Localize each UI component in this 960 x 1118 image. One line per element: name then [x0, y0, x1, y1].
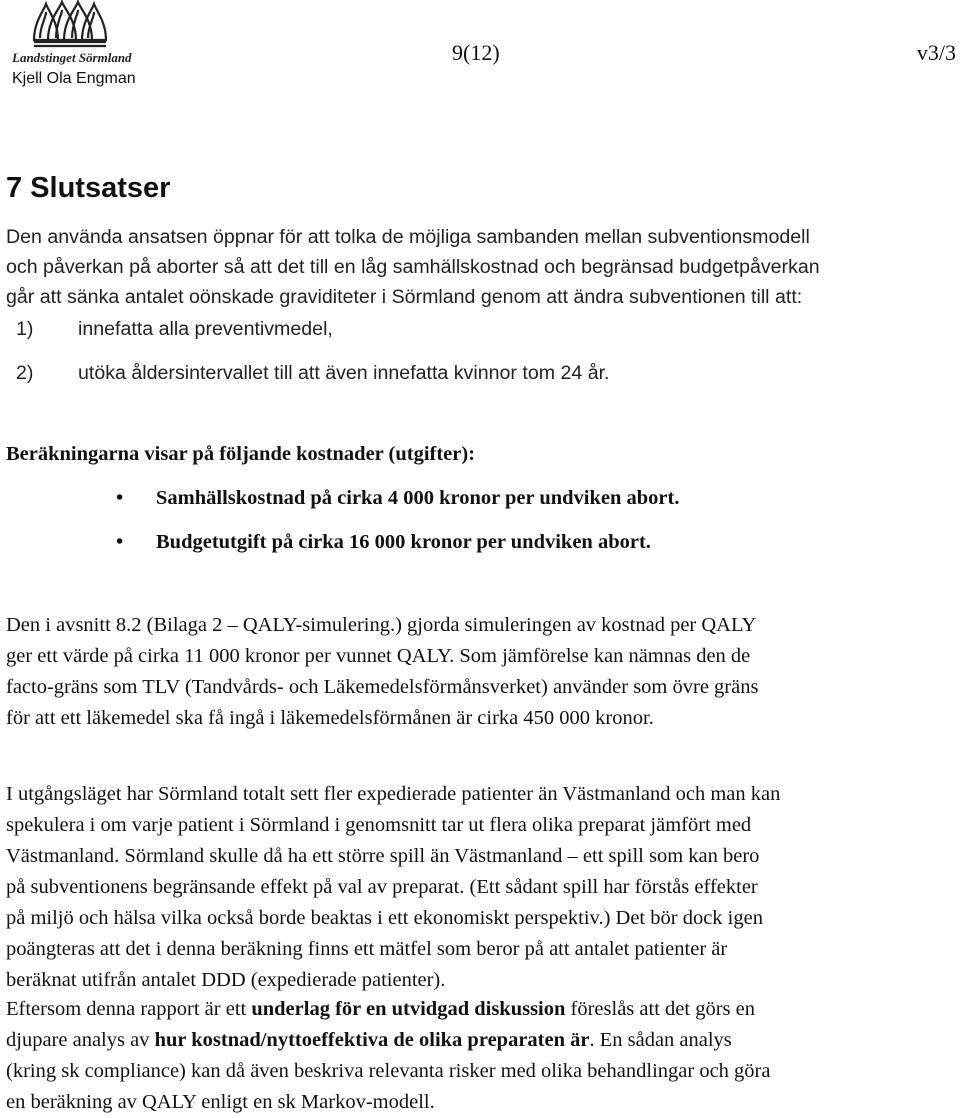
calculation-lead: Beräkningarna visar på följande kostnader (utgifter):: [6, 443, 476, 465]
item-number: 2): [16, 362, 34, 384]
text-line: Den i avsnitt 8.2 (Bilaga 2 – QALY-simulering.) gjorda simuleringen av kostnad per QALY: [6, 614, 757, 636]
page-number: 9(12): [452, 40, 500, 65]
recommendation-paragraph: [6, 994, 956, 1118]
section-heading: 7 Slutsatser: [6, 172, 171, 204]
text-line: Västmanland. Sörmland skulle då ha ett större spill än Västmanland – ett spill som kan bero: [6, 845, 760, 867]
text-run: djupare analys av: [6, 1029, 155, 1051]
bold-phrase: underlag för en utvidgad diskussion: [251, 998, 566, 1020]
text-line: [6, 1025, 956, 1056]
text-line: för att ett läkemedel ska få ingå i läkemedelsförmånen är cirka 450 000 kronor.: [6, 707, 654, 729]
crown-logo-icon: [30, 0, 110, 48]
text-line: på miljö och hälsa vilka också borde beaktas i ett ekonomiskt perspektiv.) Det bör dock igen: [6, 907, 763, 929]
text-line: Den använda ansatsen öppnar för att tolka de möjliga sambanden mellan subventionsmodell: [6, 226, 810, 248]
item-number: 1): [16, 318, 34, 340]
text-run: Eftersom denna rapport är ett: [6, 998, 252, 1020]
text-line: (kring sk compliance) kan då även beskriva relevanta risker med olika behandlingar och göra: [6, 1060, 771, 1082]
text-run: föreslås att det görs en: [565, 998, 755, 1020]
bullet-text: Budgetutgift på cirka 16 000 kronor per undviken abort.: [156, 531, 651, 553]
org-name: Landstinget Sörmland: [12, 50, 132, 65]
text-line: och påverkan på aborter så att det till en låg samhällskostnad och begränsad budgetpåverkan: [6, 256, 820, 278]
numbered-item: [16, 318, 333, 341]
landstinget-logo: [8, 0, 138, 92]
text-line: poängteras att det i denna beräkning finns ett mätfel som beror på att antalet patienter är: [6, 938, 728, 960]
qaly-paragraph: [6, 610, 956, 734]
text-line: ger ett värde på cirka 11 000 kronor per vunnet QALY. Som jämförelse kan nämnas den de: [6, 645, 751, 667]
bullet-icon: •: [116, 531, 124, 553]
numbered-item: [16, 362, 610, 385]
bullet-icon: •: [116, 487, 124, 509]
text-line: på subventionens begränsande effekt på val av preparat. (Ett sådant spill har förstås effekter: [6, 876, 758, 898]
bold-phrase: hur kostnad/nyttoeffektiva de olika preparaten är: [154, 1029, 590, 1051]
text-line: facto-gräns som TLV (Tandvårds- och Läkemedelsförmånsverket) använder som övre gräns: [6, 676, 759, 698]
item-text: utöka åldersintervallet till att även innefatta kvinnor tom 24 år.: [78, 362, 610, 384]
item-text: innefatta alla preventivmedel,: [78, 318, 333, 340]
text-line: spekulera i om varje patient i Sörmland i genomsnitt tar ut flera olika preparat jämfört med: [6, 814, 752, 836]
intro-paragraph: [6, 222, 956, 312]
text-line: [6, 994, 956, 1025]
text-line: beräknat utifrån antalet DDD (expedierade patienter).: [6, 969, 446, 991]
text-line: I utgångsläget har Sörmland totalt sett fler expedierade patienter än Västmanland och man kan: [6, 783, 781, 805]
text-run: . En sådan analys: [589, 1029, 732, 1051]
document-version: v3/3: [916, 40, 956, 65]
author-name: Kjell Ola Engman: [12, 70, 136, 87]
baseline-paragraph: [6, 779, 956, 996]
bullet-text: Samhällskostnad på cirka 4 000 kronor per undviken abort.: [156, 487, 680, 509]
text-line: går att sänka antalet oönskade graviditeter i Sörmland genom att ändra subventionen till att:: [6, 286, 803, 308]
text-line: en beräkning av QALY enligt en sk Markov-modell.: [6, 1091, 435, 1113]
